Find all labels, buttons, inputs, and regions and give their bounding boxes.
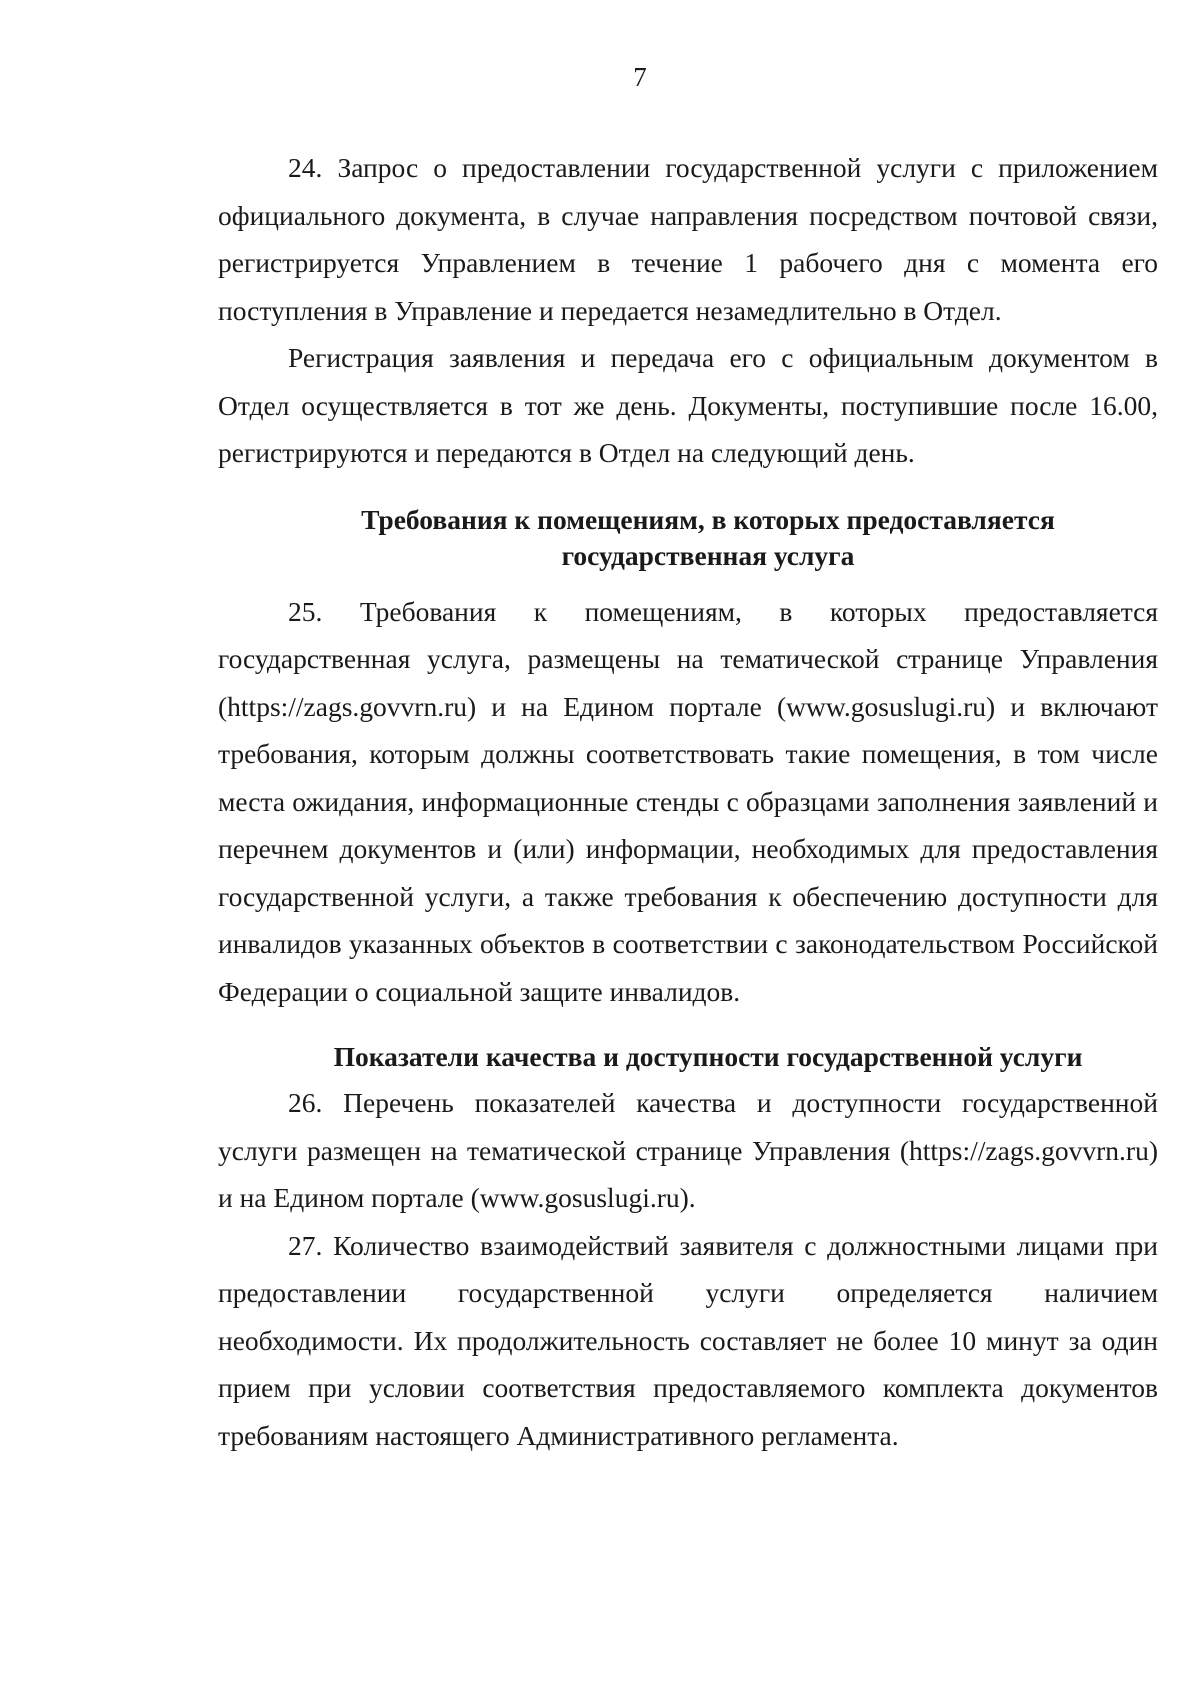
section-heading-quality: Показатели качества и доступности государственной услуги: [333, 1041, 1083, 1072]
paragraph-27: 27. Количество взаимодействий заявителя с должностными лицами при предоставлении государственной услуги определяется наличием необходимости. Их продолжительность составляет не более 10 минут за один прием при условии соответствия предоставляемого комплекта документов требованиям настоящего Административного регламента.: [218, 1229, 1158, 1451]
section-heading-premises-line1: Требования к помещениям, в которых предоставляется: [361, 503, 1055, 535]
document-body: [218, 144, 1158, 1459]
section-heading-premises: [218, 502, 1158, 574]
paragraph-25: 25. Требования к помещениям, в которых предоставляется государственная услуга, размещены на тематической странице Управления (https://zags.govvrn.ru) и на Едином портале (www.gosuslugi.ru) и включают требования, которым должны соответствовать такие помещения, в том числе места ожидания, информационные стенды с образцами заполнения заявлений и перечнем документов и (или) информации, необходимых для предоставления государственной услуги, а также требования к обеспечению доступности для инвалидов указанных объектов в соответствии с законодательством Российской Федерации о социальной защите инвалидов.: [218, 595, 1158, 1007]
section-heading-premises-line2: государственная услуга: [561, 539, 855, 571]
paragraph-24-registration: Регистрация заявления и передача его с официальным документом в Отдел осуществляется в тот же день. Документы, поступившие после 16.00, регистрируются и передаются в Отдел на следующий день.: [218, 342, 1158, 468]
paragraph-26: 26. Перечень показателей качества и доступности государственной услуги размещен на тематической странице Управления (https://zags.govvrn.ru) и на Едином портале (www.gosuslugi.ru).: [218, 1087, 1158, 1213]
page-number: 7: [633, 62, 647, 92]
paragraph-24: 24. Запрос о предоставлении государственной услуги с приложением официального документа, в случае направления посредством почтовой связи, регистрируется Управлением в течение 1 рабочего дня с момента его поступления в Управление и передается незамедлительно в Отдел.: [218, 152, 1158, 326]
